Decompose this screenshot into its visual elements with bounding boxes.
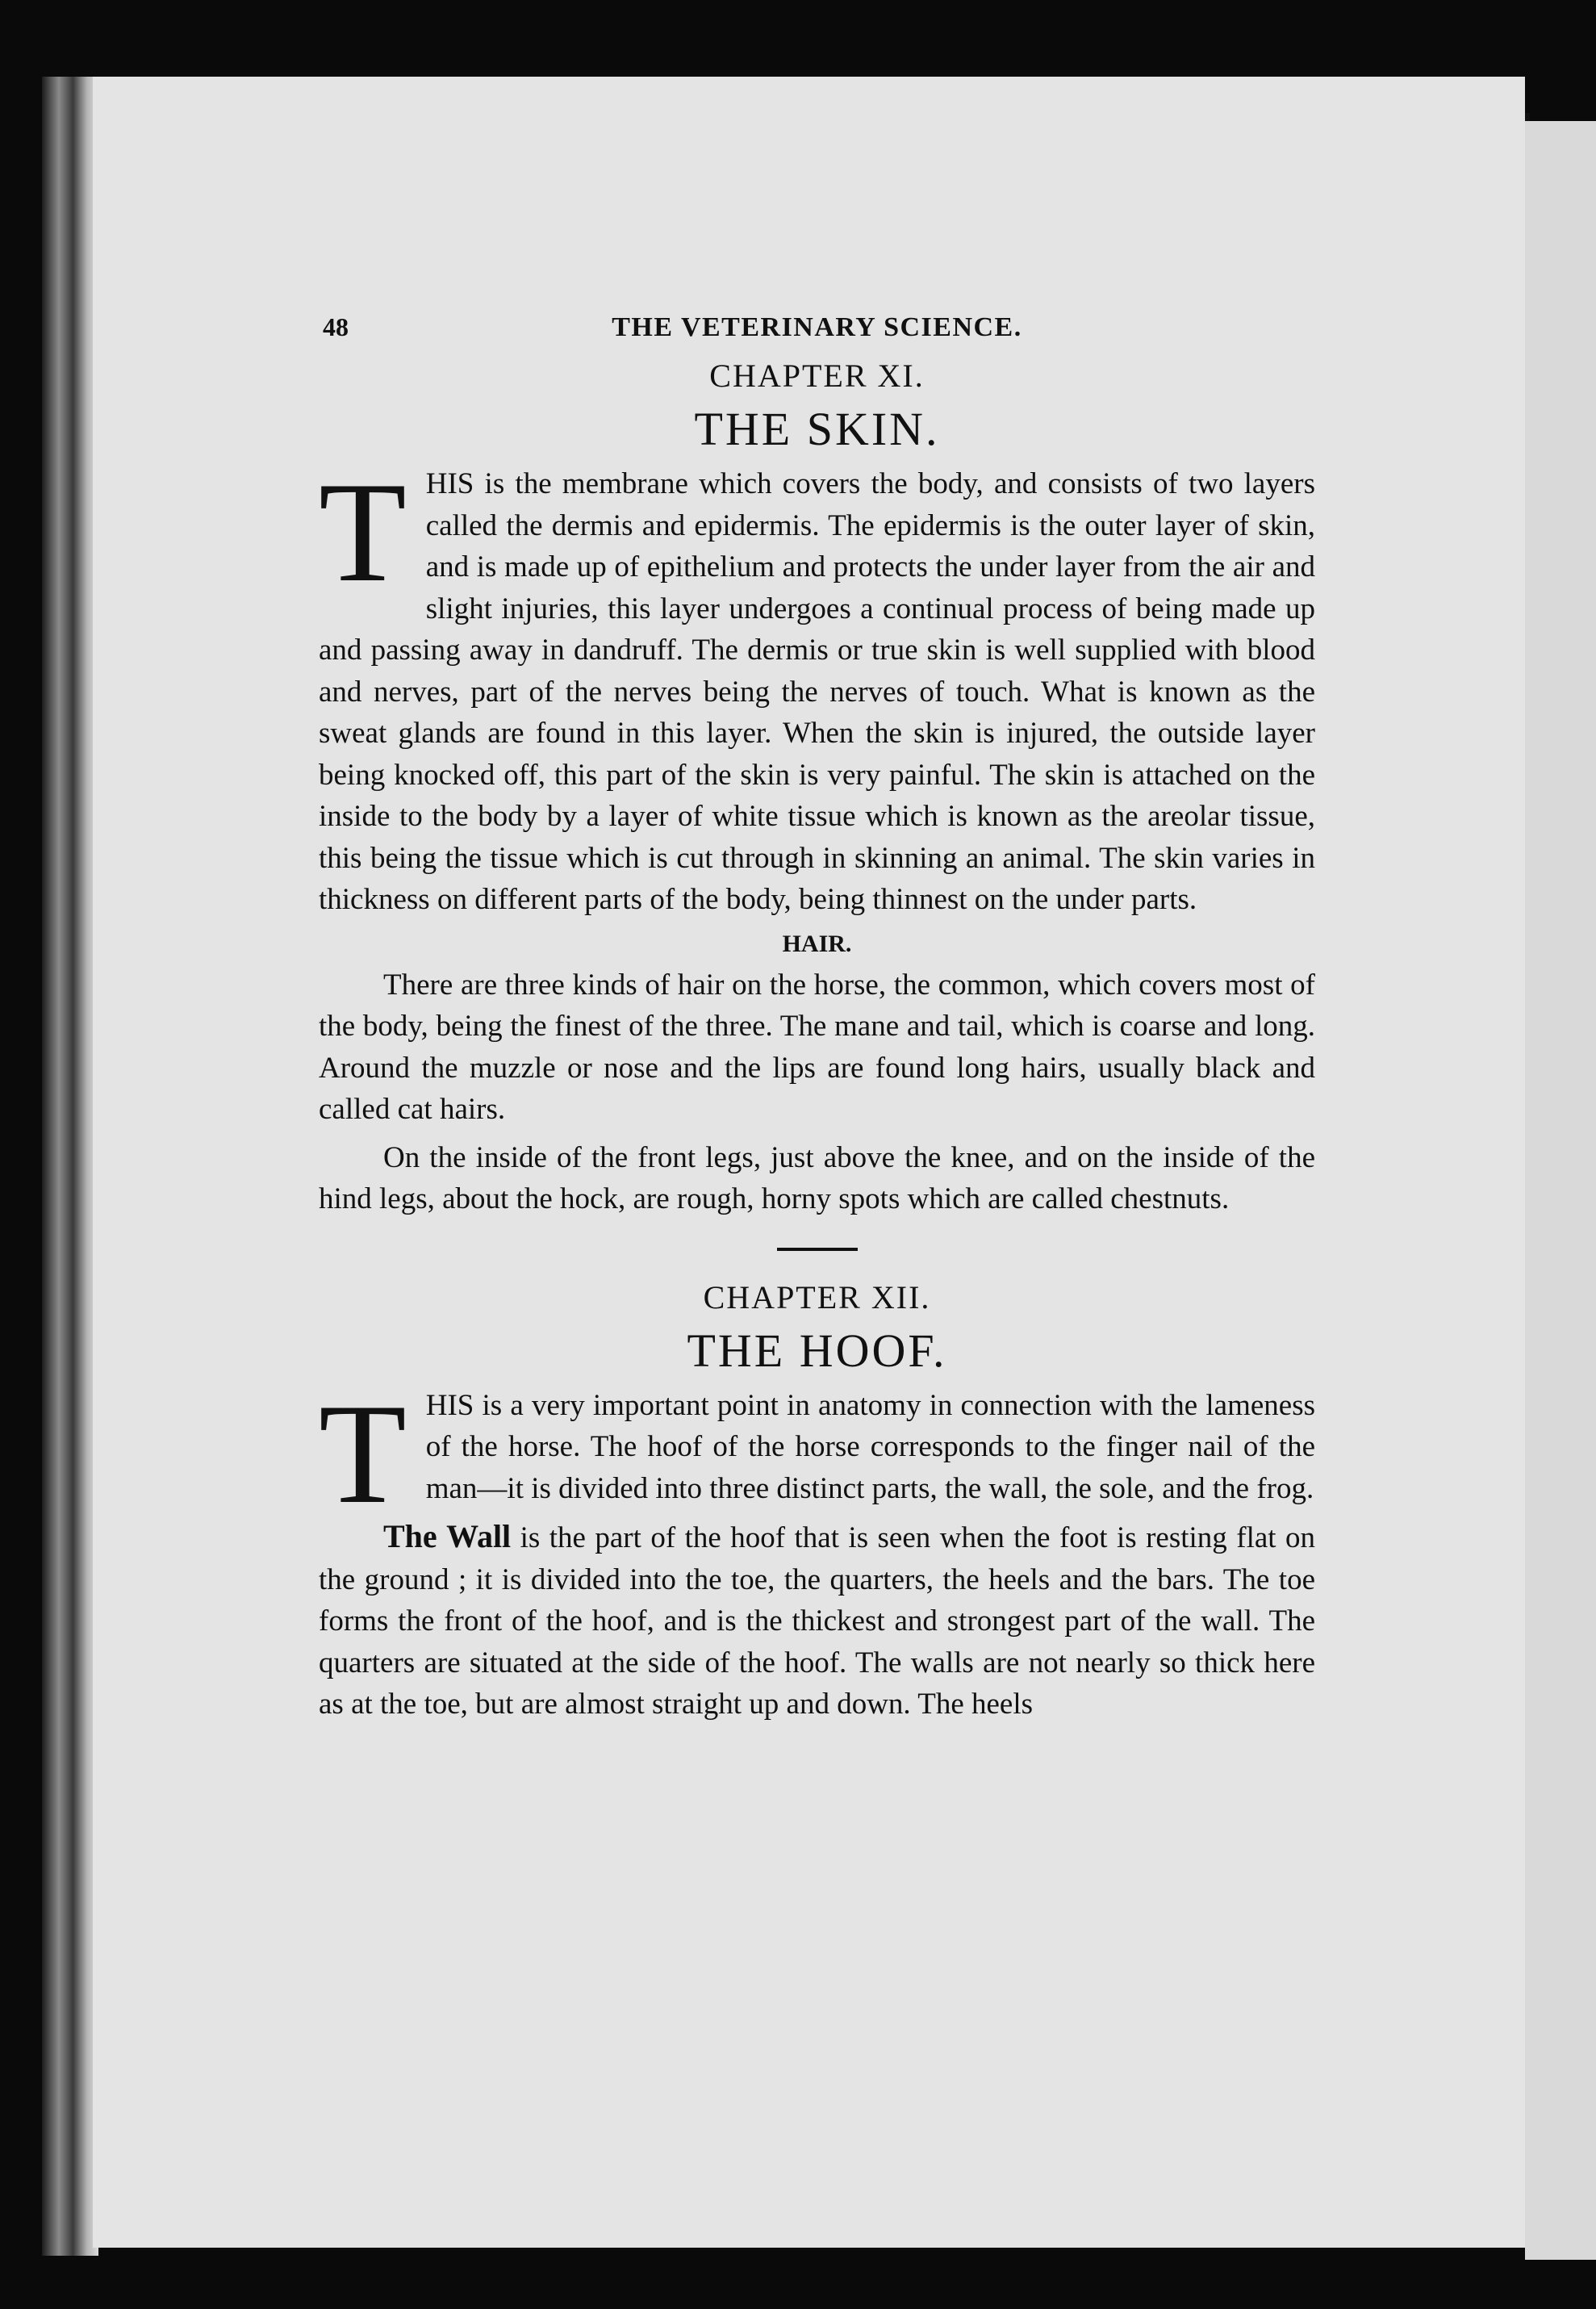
chapter-label: CHAPTER XI. xyxy=(709,358,925,394)
drop-cap: T xyxy=(319,1373,407,1533)
chapter-separator-rule xyxy=(777,1248,858,1251)
facing-page-edge xyxy=(1525,121,1596,2260)
paragraph-gap xyxy=(319,1131,1315,1137)
page-content xyxy=(319,307,1315,1725)
paragraph xyxy=(319,1516,1315,1725)
chapter-title: THE SKIN. xyxy=(694,403,940,455)
run-in-term: The Wall xyxy=(383,1518,512,1554)
scan-binding-edge xyxy=(42,77,98,2256)
drop-cap: T xyxy=(319,452,407,612)
intro-paragraph xyxy=(319,1373,1315,1533)
page-number: 48 xyxy=(323,312,349,341)
chapter-skin xyxy=(319,353,1315,1220)
run-in-text: is the part of the hoof that is seen when the foot is resting flat on the ground ; it is divided into the toe, the quarters, the heels and the bars. The toe forms the front of the hoof, and is the thickest and strongest part of the wall. The quarters are situated at the side of the hoof. The walls are not nearly so thick here as at the toe, but are almost straight up and down. The heels xyxy=(319,1521,1315,1721)
intro-paragraph xyxy=(319,452,1315,921)
chapter-hoof xyxy=(319,1275,1315,1725)
intro-text: HIS is the membrane which covers the body, and consists of two layers called the dermis and epidermis. The epidermis is the outer layer of skin, and is made up of epithelium and protects the under layer from the air and slight injuries, this layer undergoes a continual process of being made up and passing away in dandruff. The dermis or true skin is well supplied with blood and nerves, part of the nerves being the nerves of touch. What is known as the sweat glands are found in this layer. When the skin is injured, the outside layer being knocked off, this part of the skin is very painful. The skin is attached on the inside to the body by a layer of white tissue which is known as the areolar tissue, this being the tissue which is cut through in skinning an animal. The skin varies in thickness on different parts of the body, being thinnest on the under parts. xyxy=(319,467,1315,916)
paragraph: On the inside of the front legs, just above the knee, and on the inside of the hind legs, about the hock, are rough, horny spots which are called chestnuts. xyxy=(319,1140,1315,1215)
running-title: THE VETERINARY SCIENCE. xyxy=(612,312,1022,342)
intro-text: HIS is a very important point in anatomy in connection with the lameness of the horse. The hoof of the horse corresponds to the finger nail of the man—it is divided into three distinct parts, the wall, the sole, and the frog. xyxy=(425,1388,1315,1505)
section-heading: HAIR. xyxy=(782,930,852,957)
paragraph: There are three kinds of hair on the horse, the common, which covers most of the body, being the finest of the three. The mane and tail, which is coarse and long. Around the muzzle or nose and the lips are found long hairs, usually black and called cat hairs. xyxy=(319,968,1315,1126)
chapter-title: THE HOOF. xyxy=(687,1324,947,1377)
paragraph-gap xyxy=(319,1509,1315,1516)
running-head xyxy=(319,307,1315,347)
chapter-label: CHAPTER XII. xyxy=(703,1278,931,1316)
